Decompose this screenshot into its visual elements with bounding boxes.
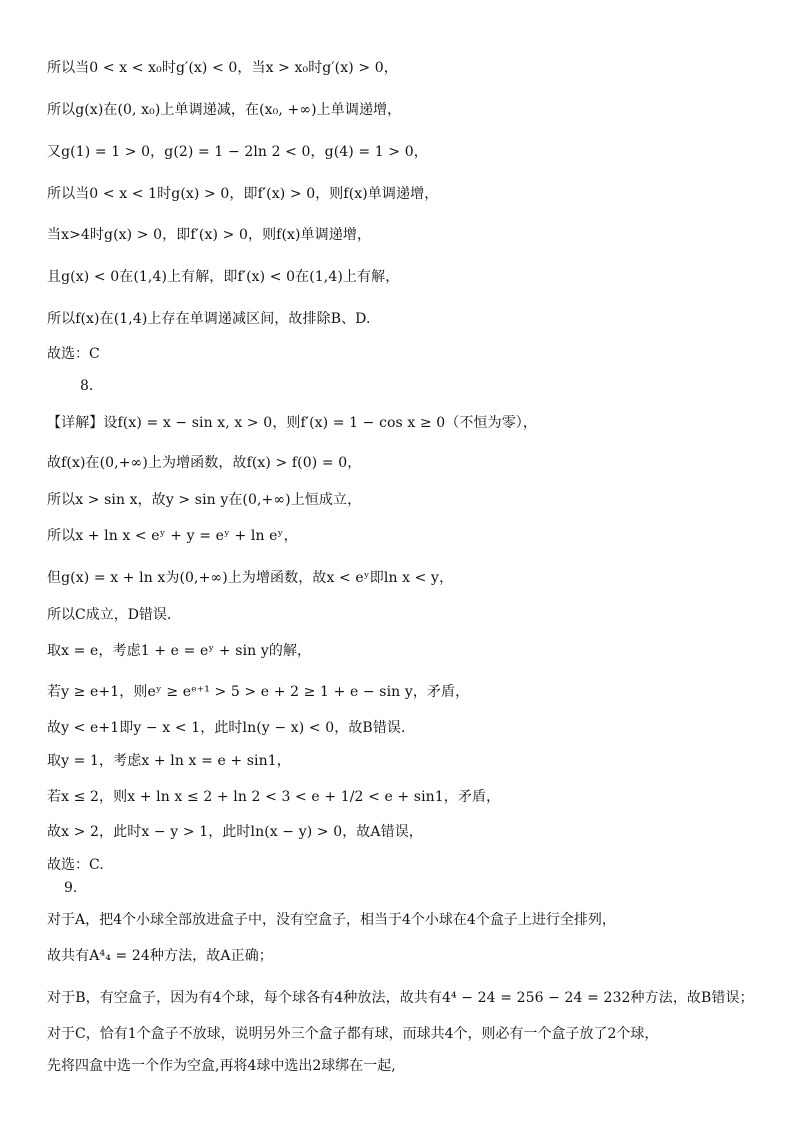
text-line: 取y = 1，考虑x + ln x = e + sin1， <box>47 753 291 769</box>
text-line: 故x > 2，此时x − y > 1，此时ln(x − y) > 0，故A错误， <box>47 824 423 840</box>
text-line: 取x = e，考虑1 + e = eʸ + sin y的解， <box>47 643 312 659</box>
text-line: 所以当0 < x < x₀时g′(x) < 0，当x > x₀时g′(x) > 0， <box>47 60 398 76</box>
question-number: 9. <box>64 880 78 896</box>
text-line: 若x ≤ 2，则x + ln x ≤ 2 + ln 2 < 3 < e + 1/2 < e + sin1，矛盾， <box>47 789 501 805</box>
text-line: 对于B，有空盒子，因为有4个球，每个球各有4种放法，故共有4⁴ − 24 = 256 − 24 = 232种方法，故B错误； <box>47 990 754 1006</box>
text-line: 先将四盒中选一个作为空盒,再将4球中选出2球绑在一起, <box>47 1058 396 1074</box>
text-line: 所以x > sin x，故y > sin y在(0,+∞)上恒成立， <box>47 492 362 508</box>
text-line: 【详解】设f(x) = x − sin x, x > 0，则f′(x) = 1 − cos x ≥ 0（不恒为零）， <box>47 415 538 431</box>
text-line: 所以当0 < x < 1时g(x) > 0，即f′(x) > 0，则f(x)单调递增， <box>47 186 439 202</box>
text-line: 所以f(x)在(1,4)上存在单调递减区间，故排除B、D. <box>47 311 371 327</box>
text-line: 但g(x) = x + ln x为(0,+∞)上为增函数，故x < eʸ即ln x < y， <box>47 570 454 586</box>
text-line: 且g(x) < 0在(1,4)上有解，即f′(x) < 0在(1,4)上有解， <box>47 269 400 285</box>
text-line: 故f(x)在(0,+∞)上为增函数，故f(x) > f(0) = 0， <box>47 455 362 471</box>
text-line: 当x>4时g(x) > 0，即f′(x) > 0，则f(x)单调递增， <box>47 227 372 243</box>
text-line: 所以x + ln x < eʸ + y = eʸ + ln eʸ， <box>47 528 298 544</box>
text-line: 若y ≥ e+1，则eʸ ≥ eᵉ⁺¹ > 5 > e + 2 ≥ 1 + e − sin y，矛盾， <box>47 684 470 700</box>
text-line: 对于A，把4个小球全部放进盒子中，没有空盒子，相当于4个小球在4个盒子上进行全排列， <box>47 912 616 928</box>
text-line: 所以g(x)在(0, x₀)上单调递减，在(x₀, +∞)上单调递增， <box>47 102 402 118</box>
text-line: 又g(1) = 1 > 0，g(2) = 1 − 2ln 2 < 0，g(4) = 1 > 0， <box>47 144 428 160</box>
question-number: 8. <box>80 378 94 394</box>
text-line: 故y < e+1即y − x < 1，此时ln(y − x) < 0，故B错误. <box>47 720 406 736</box>
text-line: 所以C成立，D错误. <box>47 607 172 623</box>
answer-line: 故选：C. <box>47 857 104 873</box>
text-line: 故共有A⁴₄ = 24种方法，故A正确； <box>47 948 273 964</box>
answer-line: 故选：C <box>47 346 100 362</box>
text-line: 对于C，恰有1个盒子不放球，说明另外三个盒子都有球，而球共4个，则必有一个盒子放了2个球， <box>47 1026 659 1042</box>
